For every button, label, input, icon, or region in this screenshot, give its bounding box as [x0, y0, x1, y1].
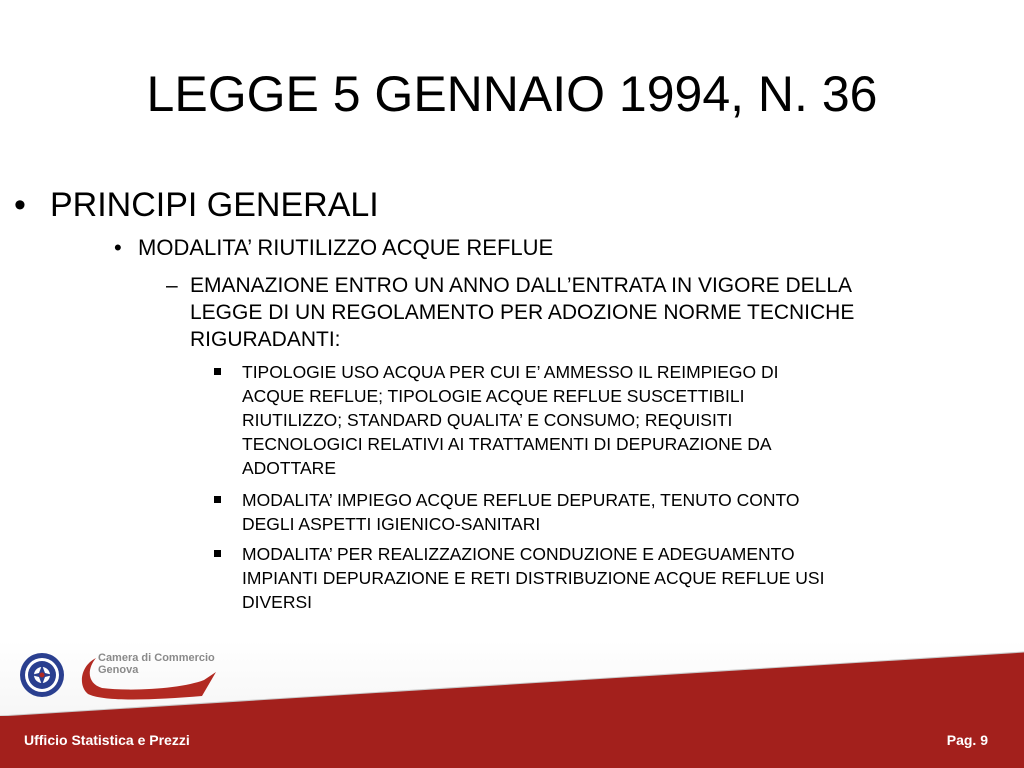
- page-number: Pag. 9: [946, 732, 988, 748]
- slide-title: LEGGE 5 GENNAIO 1994, N. 36: [146, 66, 878, 122]
- text-line: DIVERSI: [242, 592, 313, 612]
- bullet-level3-text: [190, 272, 1010, 353]
- square-bullet-icon: [214, 368, 221, 375]
- chamber-logo-line2: Genova: [98, 664, 139, 676]
- bullet-dot: •: [14, 186, 26, 224]
- text-line: TIPOLOGIE USO ACQUA PER CUI E’ AMMESSO IL REIMPIEGO DI: [242, 362, 779, 382]
- bullet-level1-text: PRINCIPI GENERALI: [50, 186, 379, 224]
- text-line: IMPIANTI DEPURAZIONE E RETI DISTRIBUZIONE ACQUE REFLUE USI: [242, 568, 825, 588]
- chamber-logo-text: [98, 652, 215, 676]
- bullet-level2-text: MODALITA’ RIUTILIZZO ACQUE REFLUE: [138, 235, 554, 260]
- bullet-dot: •: [114, 235, 122, 260]
- text-line: EMANAZIONE ENTRO UN ANNO DALL’ENTRATA IN VIGORE DELLA: [190, 274, 853, 297]
- text-line: MODALITA’ PER REALIZZAZIONE CONDUZIONE E ADEGUAMENTO: [242, 544, 795, 564]
- dash-bullet: –: [166, 274, 178, 297]
- bullet-level4-text: [242, 360, 778, 480]
- footer-office-label: Ufficio Statistica e Prezzi: [24, 732, 190, 748]
- square-bullet-icon: [214, 496, 221, 503]
- text-line: MODALITA’ IMPIEGO ACQUE REFLUE DEPURATE, TENUTO CONTO: [242, 490, 800, 510]
- text-line: RIUTILIZZO; STANDARD QUALITA’ E CONSUMO; REQUISITI: [242, 410, 733, 430]
- chamber-logo-line1: Camera di Commercio: [98, 652, 215, 664]
- text-line: ADOTTARE: [242, 458, 336, 478]
- chamber-seal-icon: [18, 651, 66, 699]
- bullet-level4-text: [242, 542, 824, 614]
- text-line: TECNOLOGICI RELATIVI AI TRATTAMENTI DI DEPURAZIONE DA: [242, 434, 772, 454]
- text-line: LEGGE DI UN REGOLAMENTO PER ADOZIONE NORME TECNICHE: [190, 301, 855, 324]
- text-line: DEGLI ASPETTI IGIENICO-SANITARI: [242, 514, 541, 534]
- bullet-level4-text: [242, 488, 800, 536]
- square-bullet-icon: [214, 550, 221, 557]
- text-line: ACQUE REFLUE; TIPOLOGIE ACQUE REFLUE SUSCETTIBILI: [242, 386, 745, 406]
- text-line: RIGURADANTI:: [190, 328, 341, 351]
- footer-bar: [0, 716, 1024, 768]
